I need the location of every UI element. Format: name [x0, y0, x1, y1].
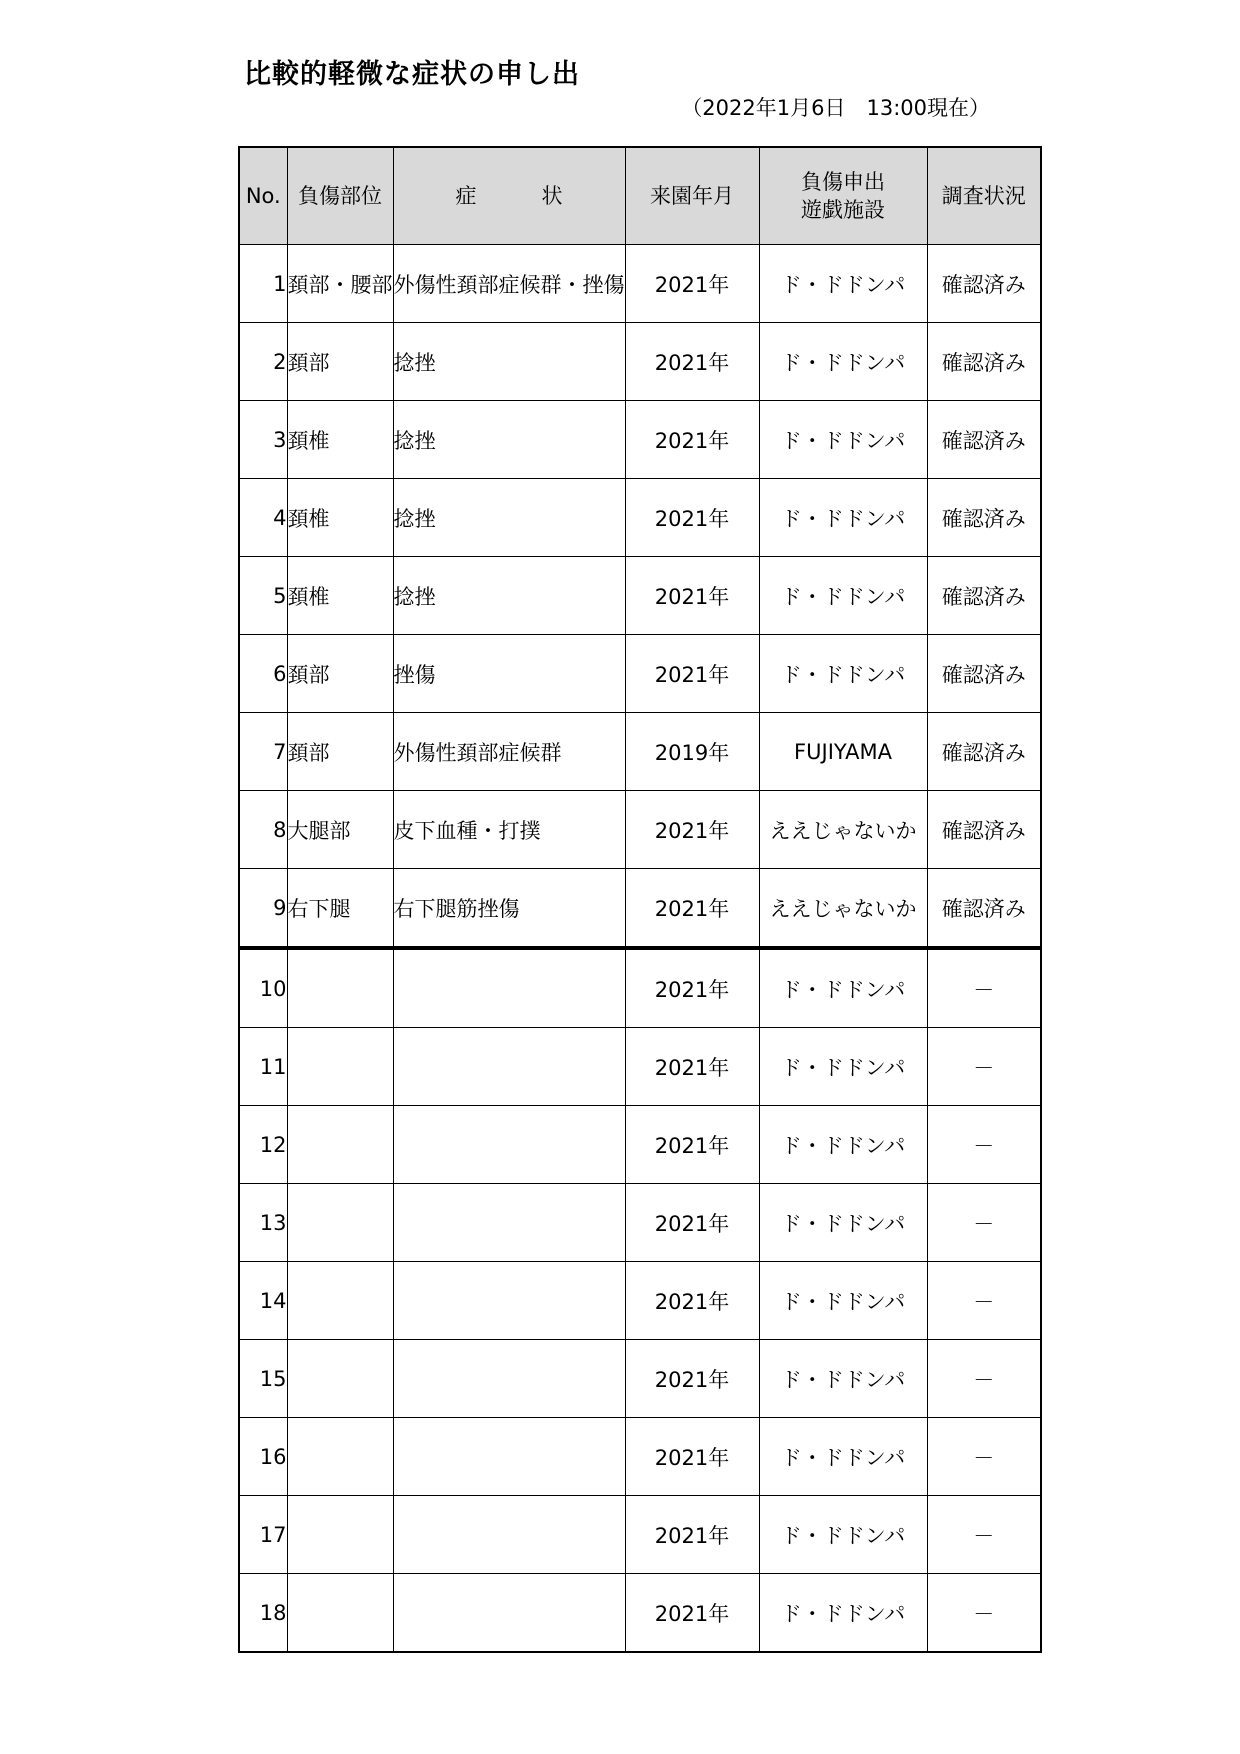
cell-no: 11 — [239, 1028, 287, 1106]
table-row — [239, 1418, 1041, 1496]
header-visit-year: 来園年月 — [625, 147, 759, 245]
cell-injured-part: 頚部 — [287, 713, 393, 791]
table-row — [239, 1262, 1041, 1340]
cell-facility: ド・ドドンパ — [759, 245, 927, 323]
cell-visit-year: 2021年 — [625, 1106, 759, 1184]
cell-symptom: 右下腿筋挫傷 — [393, 869, 625, 949]
table-row — [239, 1340, 1041, 1418]
cell-injured-part: 頚部 — [287, 635, 393, 713]
cell-status: 確認済み — [927, 323, 1041, 401]
cell-no: 8 — [239, 791, 287, 869]
cell-visit-year: 2021年 — [625, 635, 759, 713]
cell-no: 12 — [239, 1106, 287, 1184]
cell-symptom: 捻挫 — [393, 323, 625, 401]
cell-facility: ド・ドドンパ — [759, 1340, 927, 1418]
cell-no: 15 — [239, 1340, 287, 1418]
cell-symptom: 外傷性頚部症候群 — [393, 713, 625, 791]
cell-symptom: 捻挫 — [393, 479, 625, 557]
cell-status: 確認済み — [927, 869, 1041, 949]
cell-no: 1 — [239, 245, 287, 323]
cell-symptom: 捻挫 — [393, 401, 625, 479]
cell-no: 16 — [239, 1418, 287, 1496]
cell-facility: ド・ドドンパ — [759, 323, 927, 401]
cell-injured-part — [287, 1340, 393, 1418]
table-row — [239, 479, 1041, 557]
cell-facility: ド・ドドンパ — [759, 1574, 927, 1653]
cell-status: 確認済み — [927, 479, 1041, 557]
cell-visit-year: 2021年 — [625, 479, 759, 557]
cell-status: 確認済み — [927, 713, 1041, 791]
cell-status: 確認済み — [927, 401, 1041, 479]
cell-injured-part — [287, 1418, 393, 1496]
cell-visit-year: 2021年 — [625, 1028, 759, 1106]
cell-no: 10 — [239, 948, 287, 1028]
cell-visit-year: 2021年 — [625, 869, 759, 949]
cell-injured-part — [287, 1262, 393, 1340]
cell-injured-part: 頚椎 — [287, 557, 393, 635]
cell-no: 17 — [239, 1496, 287, 1574]
cell-visit-year: 2021年 — [625, 1262, 759, 1340]
cell-visit-year: 2021年 — [625, 1340, 759, 1418]
cell-no: 4 — [239, 479, 287, 557]
header-injured-part: 負傷部位 — [287, 147, 393, 245]
cell-injured-part — [287, 1184, 393, 1262]
table-row — [239, 401, 1041, 479]
cell-symptom: 外傷性頚部症候群・挫傷 — [393, 245, 625, 323]
cell-symptom — [393, 948, 625, 1028]
cell-facility: FUJIYAMA — [759, 713, 927, 791]
cell-symptom: 捻挫 — [393, 557, 625, 635]
cell-status: － — [927, 1418, 1041, 1496]
cell-status: 確認済み — [927, 245, 1041, 323]
cell-visit-year: 2021年 — [625, 245, 759, 323]
cell-status: － — [927, 1496, 1041, 1574]
cell-facility: ド・ドドンパ — [759, 1496, 927, 1574]
table-row — [239, 323, 1041, 401]
cell-symptom — [393, 1496, 625, 1574]
cell-visit-year: 2021年 — [625, 1574, 759, 1653]
table-header-row — [239, 147, 1041, 245]
cell-injured-part: 頚椎 — [287, 479, 393, 557]
cell-injured-part — [287, 1028, 393, 1106]
cell-visit-year: 2021年 — [625, 948, 759, 1028]
cell-injured-part — [287, 1106, 393, 1184]
cell-injured-part — [287, 948, 393, 1028]
cell-facility: ド・ドドンパ — [759, 557, 927, 635]
cell-status: － — [927, 1574, 1041, 1653]
table-row — [239, 1184, 1041, 1262]
header-facility-line2: 遊戯施設 — [801, 198, 885, 222]
cell-status: － — [927, 1184, 1041, 1262]
header-no: No. — [239, 147, 287, 245]
cell-visit-year: 2021年 — [625, 557, 759, 635]
cell-status: 確認済み — [927, 791, 1041, 869]
cell-symptom — [393, 1574, 625, 1653]
cell-no: 5 — [239, 557, 287, 635]
table-row — [239, 948, 1041, 1028]
cell-symptom — [393, 1340, 625, 1418]
cell-symptom — [393, 1184, 625, 1262]
cell-visit-year: 2021年 — [625, 791, 759, 869]
header-facility — [759, 147, 927, 245]
cell-status: － — [927, 1262, 1041, 1340]
cell-no: 18 — [239, 1574, 287, 1653]
cell-facility: ド・ドドンパ — [759, 401, 927, 479]
injury-report-table — [238, 146, 1042, 1653]
cell-no: 6 — [239, 635, 287, 713]
header-status: 調査状況 — [927, 147, 1041, 245]
cell-injured-part: 頚部 — [287, 323, 393, 401]
table-row — [239, 557, 1041, 635]
cell-facility: ド・ドドンパ — [759, 1028, 927, 1106]
cell-symptom — [393, 1418, 625, 1496]
cell-visit-year: 2019年 — [625, 713, 759, 791]
header-symptom — [393, 147, 625, 245]
cell-visit-year: 2021年 — [625, 1418, 759, 1496]
page-title: 比較的軽微な症状の申し出 — [244, 59, 580, 90]
cell-no: 14 — [239, 1262, 287, 1340]
cell-facility: ド・ドドンパ — [759, 1262, 927, 1340]
table-row — [239, 635, 1041, 713]
cell-injured-part: 頚椎 — [287, 401, 393, 479]
cell-status: － — [927, 1028, 1041, 1106]
table-row — [239, 1106, 1041, 1184]
header-facility-line1: 負傷申出 — [801, 170, 885, 194]
as-of-timestamp: （2022年1月6日 13:00現在） — [681, 96, 990, 120]
cell-status: － — [927, 1340, 1041, 1418]
table-row — [239, 713, 1041, 791]
table-row — [239, 1574, 1041, 1653]
cell-status: － — [927, 948, 1041, 1028]
cell-injured-part — [287, 1496, 393, 1574]
cell-no: 7 — [239, 713, 287, 791]
cell-injured-part: 頚部・腰部 — [287, 245, 393, 323]
cell-facility: ド・ドドンパ — [759, 1184, 927, 1262]
cell-status: 確認済み — [927, 557, 1041, 635]
cell-injured-part — [287, 1574, 393, 1653]
cell-symptom — [393, 1262, 625, 1340]
cell-facility: ド・ドドンパ — [759, 1106, 927, 1184]
table-row — [239, 791, 1041, 869]
table-row — [239, 1028, 1041, 1106]
cell-symptom: 皮下血種・打撲 — [393, 791, 625, 869]
cell-facility: ド・ドドンパ — [759, 948, 927, 1028]
cell-injured-part: 右下腿 — [287, 869, 393, 949]
header-symptom-label: 症 状 — [455, 184, 585, 208]
cell-injured-part: 大腿部 — [287, 791, 393, 869]
cell-facility: ええじゃないか — [759, 791, 927, 869]
cell-no: 13 — [239, 1184, 287, 1262]
table-body — [239, 245, 1041, 1653]
cell-symptom — [393, 1106, 625, 1184]
cell-visit-year: 2021年 — [625, 323, 759, 401]
cell-no: 9 — [239, 869, 287, 949]
cell-no: 3 — [239, 401, 287, 479]
cell-visit-year: 2021年 — [625, 1184, 759, 1262]
table-row — [239, 869, 1041, 949]
cell-facility: ド・ドドンパ — [759, 1418, 927, 1496]
cell-no: 2 — [239, 323, 287, 401]
cell-symptom — [393, 1028, 625, 1106]
table-row — [239, 1496, 1041, 1574]
cell-visit-year: 2021年 — [625, 1496, 759, 1574]
cell-facility: ええじゃないか — [759, 869, 927, 949]
cell-status: － — [927, 1106, 1041, 1184]
cell-facility: ド・ドドンパ — [759, 479, 927, 557]
cell-symptom: 挫傷 — [393, 635, 625, 713]
cell-facility: ド・ドドンパ — [759, 635, 927, 713]
cell-visit-year: 2021年 — [625, 401, 759, 479]
cell-status: 確認済み — [927, 635, 1041, 713]
table-row — [239, 245, 1041, 323]
